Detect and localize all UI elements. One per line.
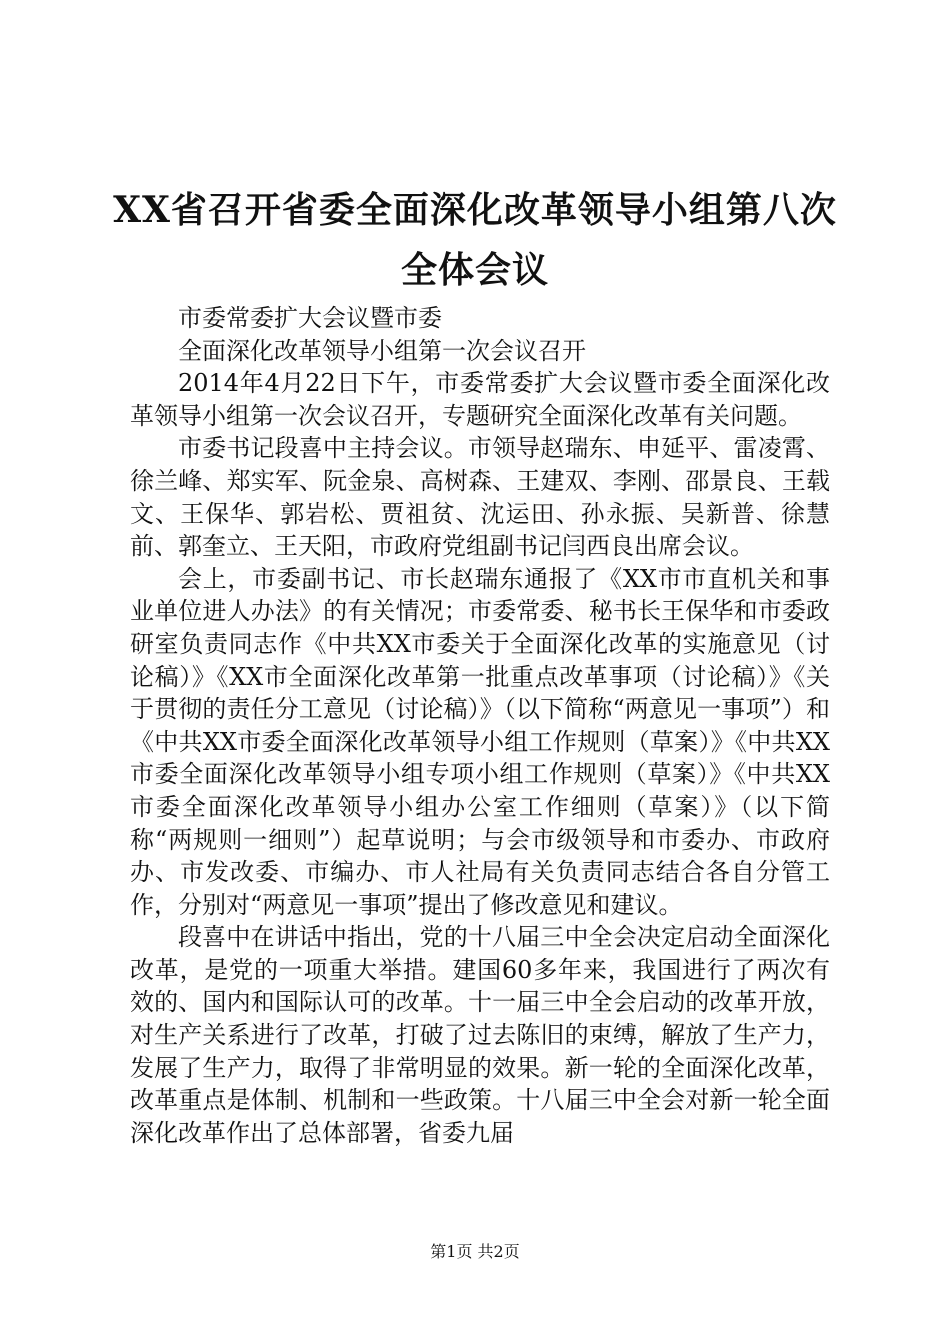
document-body [130, 302, 830, 1149]
body-paragraph: 市委书记段喜中主持会议。市领导赵瑞东、申延平、雷凌霄、徐兰峰、郑实军、阮金泉、高树森、王建双、李刚、邵景良、王载文、王保华、郭岩松、贾祖贫、沈运田、孙永振、吴新普、徐慧前、郭奎立、王天阳，市政府党组副书记闫西良出席会议。 [130, 434, 830, 561]
subtitle-line-1: 市委常委扩大会议暨市委 [178, 304, 442, 332]
body-paragraph: 会上，市委副书记、市长赵瑞东通报了《XX市市直机关和事业单位进人办法》的有关情况；市委常委、秘书长王保华和市委政研室负责同志作《中共XX市委关于全面深化改革的实施意见（讨论稿）》《XX市全面深化改革第一批重点改革事项（讨论稿）》《关于贯彻的责任分工意见（讨论稿）》（以下简称“两意见一事项”）和《中共XX市委全面深化改革领导小组工作规则（草案）》《中共XX市委全面深化改革领导小组专项小组工作规则（草案）》《中共XX市委全面深化改革领导小组办公室工作细则（草案）》（以下简称“两规则一细则”）起草说明；与会市级领导和市委办、市政府办、市发改委、市编办、市人社局有关负责同志结合各自分管工作，分别对“两意见一事项”提出了修改意见和建议。 [130, 564, 830, 919]
body-paragraph: 段喜中在讲话中指出，党的十八届三中全会决定启动全面深化改革，是党的一项重大举措。建国60多年来，我国进行了两次有效的、国内和国际认可的改革。十一届三中全会启动的改革开放，对生产关系进行了改革，打破了过去陈旧的束缚，解放了生产力，发展了生产力，取得了非常明显的效果。新一轮的全面深化改革，改革重点是体制、机制和一些政策。十八届三中全会对新一轮全面深化改革作出了总体部署，省委九届 [130, 923, 830, 1147]
document-title-line-1: XX省召开省委全面深化改革领导小组第八次 [113, 189, 837, 231]
subtitle-line-2: 全面深化改革领导小组第一次会议召开 [178, 336, 586, 365]
document-title-line-2: 全体会议 [400, 249, 549, 291]
page-footer: 第1页 共2页 [430, 1242, 520, 1261]
body-paragraph: 2014年4月22日下午，市委常委扩大会议暨市委全面深化改革领导小组第一次会议召开，专题研究全面深化改革有关问题。 [130, 369, 830, 430]
